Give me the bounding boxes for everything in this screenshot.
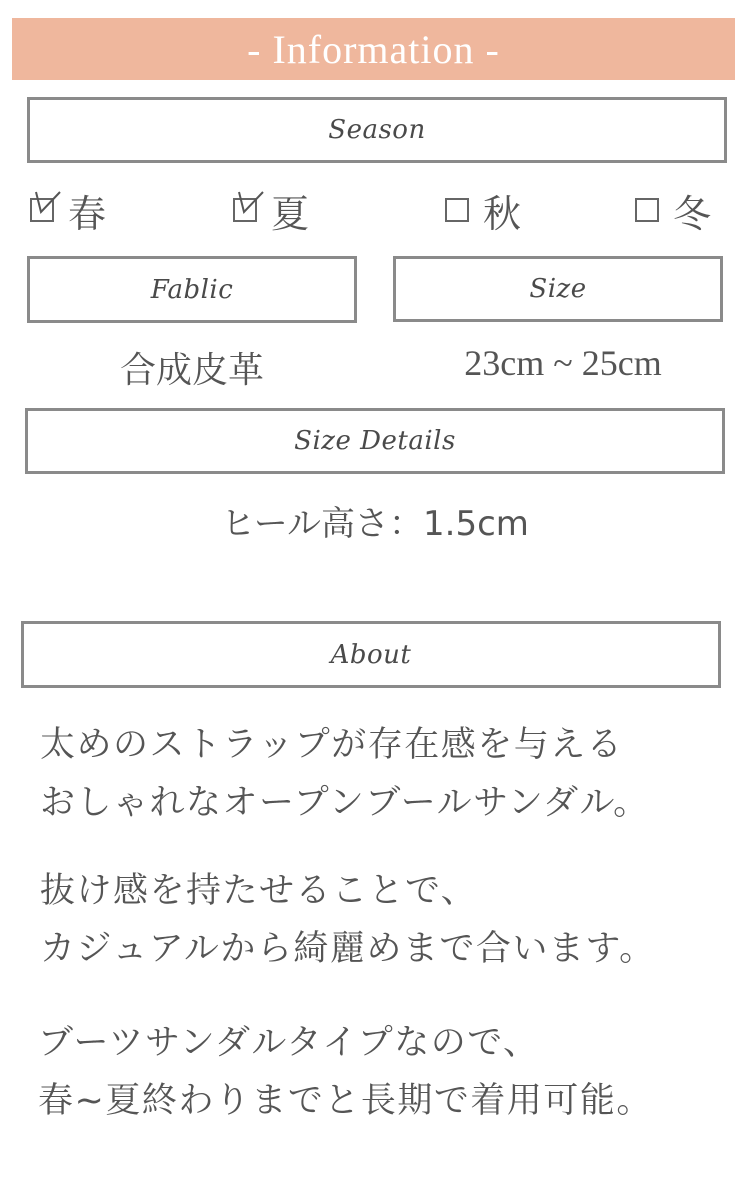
about-line: 太めのストラップが存在感を与える xyxy=(40,725,624,765)
about-line: おしゃれなオープンブールサンダル。 xyxy=(40,783,650,823)
size-value: 23cm ~ 25cm xyxy=(464,343,662,383)
about-paragraph-1 xyxy=(40,716,730,832)
season-label-spring: 春 xyxy=(68,191,107,236)
fabric-value: 合成皮革 xyxy=(119,350,264,391)
checkmark-icon xyxy=(34,186,62,218)
season-heading: Season xyxy=(328,115,426,145)
about-paragraph-3 xyxy=(38,1014,728,1130)
size-heading-box xyxy=(393,256,723,322)
fabric-heading: Fablic xyxy=(150,274,234,305)
about-line: 抜け感を持たせることで、 xyxy=(40,871,478,911)
about-paragraph-2 xyxy=(40,862,730,978)
size-details-heading-box xyxy=(25,408,725,474)
season-option-autumn[interactable] xyxy=(445,182,521,238)
season-option-spring[interactable] xyxy=(30,182,106,238)
about-line: カジュアルから綺麗めまで合います。 xyxy=(40,929,656,969)
size-details-heading: Size Details xyxy=(294,426,456,456)
season-label-summer: 夏 xyxy=(271,191,310,236)
about-line: 春~夏終わりまでと長期で着用可能。 xyxy=(38,1081,653,1121)
about-line: ブーツサンダルタイプなので、 xyxy=(38,1023,540,1063)
about-heading-box xyxy=(21,621,721,688)
about-heading: About xyxy=(330,639,412,670)
checkbox-unchecked-icon[interactable] xyxy=(445,198,469,222)
season-label-winter: 冬 xyxy=(673,191,712,236)
checkbox-checked-icon[interactable] xyxy=(233,198,257,222)
season-option-winter[interactable] xyxy=(635,182,711,238)
heel-height-value: ヒール高さ：1.5cm xyxy=(221,504,529,544)
fabric-heading-box xyxy=(27,256,357,323)
checkmark-icon xyxy=(237,186,265,218)
season-option-summer[interactable] xyxy=(233,182,309,238)
information-title: - Information - xyxy=(247,26,500,72)
season-options xyxy=(0,182,750,238)
season-heading-box xyxy=(27,97,727,163)
checkbox-unchecked-icon[interactable] xyxy=(635,198,659,222)
checkbox-checked-icon[interactable] xyxy=(30,198,54,222)
season-label-autumn: 秋 xyxy=(483,191,522,236)
information-banner xyxy=(12,18,735,80)
size-heading: Size xyxy=(529,274,587,304)
